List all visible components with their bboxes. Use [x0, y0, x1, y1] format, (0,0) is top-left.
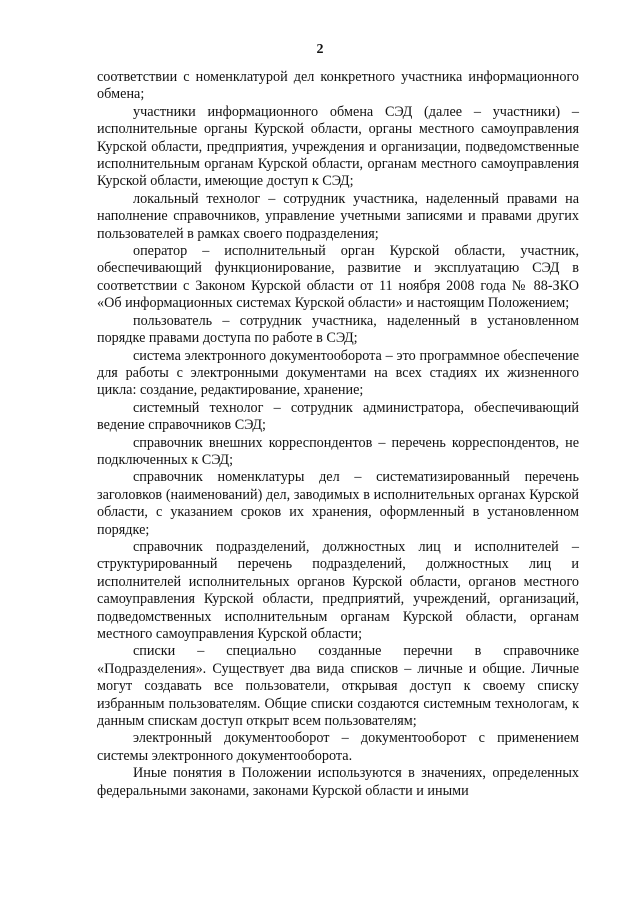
paragraph-intro-continuation: соответствии с номенклатурой дел конкретного участника информационного обмена; — [97, 69, 579, 103]
paragraph-operator: оператор – исполнительный орган Курской области, участник, обеспечивающий функционирование, развитие и эксплуатацию СЭД в соответствии с Законом Курской области от 11 ноября 2008 года № 88-ЗКО «Об информационных системах Курской области» и настоящим Положением; — [97, 243, 579, 312]
paragraph-electronic-workflow: электронный документооборот – документооборот с применением системы электронного документооборота. — [97, 730, 579, 764]
paragraph-system-technologist: системный технолог – сотрудник администратора, обеспечивающий ведение справочников СЭД; — [97, 399, 579, 434]
paragraph-lists: списки – специально созданные перечни в справочнике «Подразделения». Существует два вида списков – личные и общие. Личные могут создавать все пользователи, открывая доступ к своему списку избранным пользователям. Общие списки создаются системным технологам, к данным спискам доступ открыт всем пользователям; — [97, 643, 579, 730]
paragraph-local-technologist: локальный технолог – сотрудник участника, наделенный правами на наполнение справочников, управление учетными записями и правами других пользователей в рамках своего подразделения; — [97, 190, 579, 242]
paragraph-case-nomenclature: справочник номенклатуры дел – систематизированный перечень заголовков (наименований) дел, заводимых в исполнительных органах Курской области, с указанием сроков их хранения, оформленный в установленном порядке; — [97, 469, 579, 538]
paragraph-edms: система электронного документооборота – это программное обеспечение для работы с электронными документами на всех стадиях их жизненного цикла: создание, редактирование, хранение; — [97, 347, 579, 399]
paragraph-departments-directory: справочник подразделений, должностных лиц и исполнителей – структурированный перечень подразделений, должностных лиц и исполнителей исполнительных органов Курской области, органов местного самоуправления Курской области, предприятий, учреждений, организаций, подведомственных исполнительным органам Курской области, органам местного самоуправления Курской области; — [97, 538, 579, 642]
paragraph-participants: участники информационного обмена СЭД (далее – участники) – исполнительные органы Курской области, органы местного самоуправления Курской области, предприятия, учреждения и организации, подведомственные исполнительным органам Курской области, органам местного самоуправления Курской области, имеющие доступ к СЭД; — [97, 103, 579, 190]
paragraph-external-correspondents: справочник внешних корреспондентов – перечень корреспондентов, не подключенных к СЭД; — [97, 434, 579, 468]
document-body — [97, 69, 579, 800]
paragraph-other-concepts: Иные понятия в Положении используются в значениях, определенных федеральными законами, законами Курской области и иными — [97, 765, 579, 799]
page-number: 2 — [316, 42, 324, 57]
paragraph-user: пользователь – сотрудник участника, наделенный в установленном порядке правами доступа по работе в СЭД; — [97, 312, 579, 347]
